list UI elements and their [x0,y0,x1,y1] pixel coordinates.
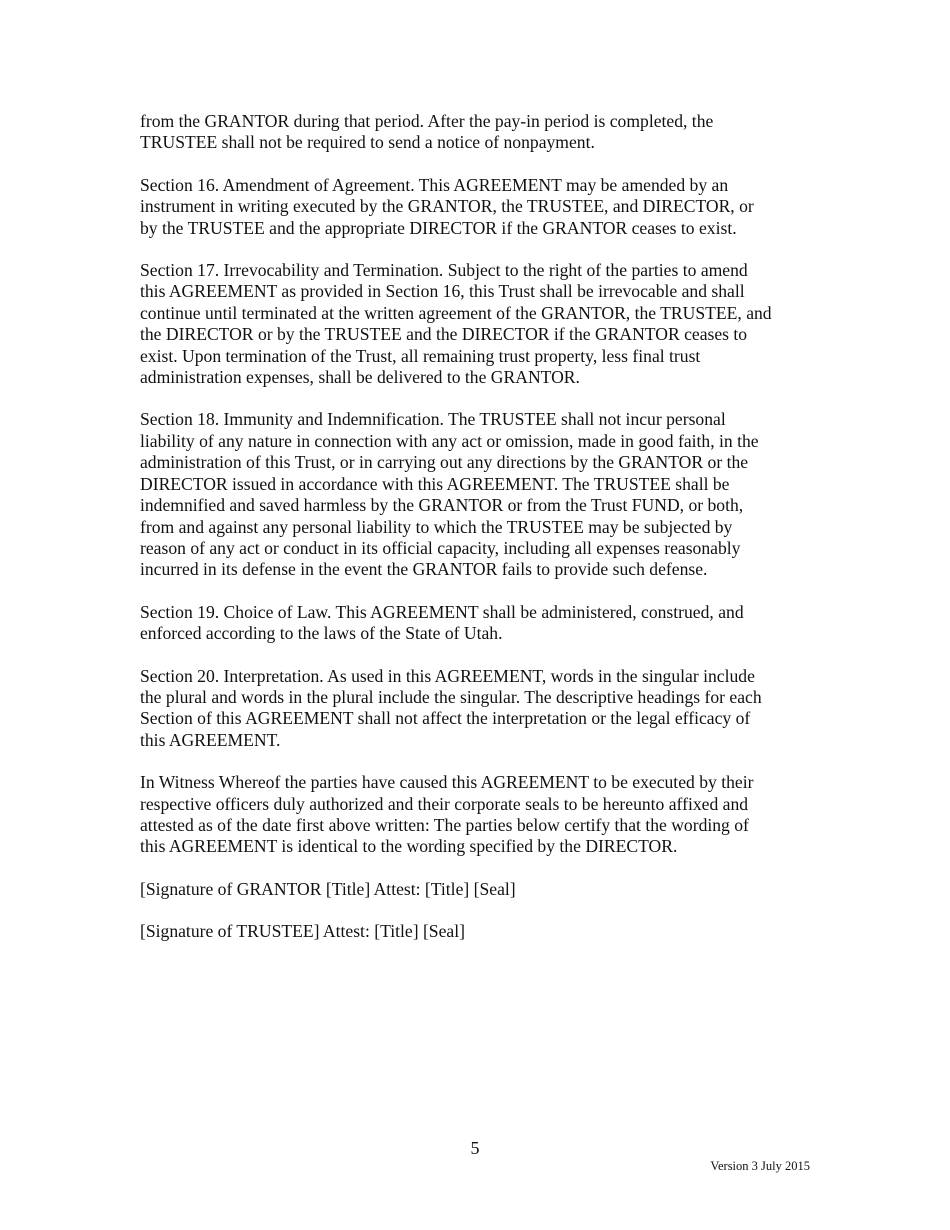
text-line: enforced according to the laws of the State of Utah. [140,623,503,644]
witness-paragraph [140,772,820,858]
text-line: [Signature of GRANTOR [Title] Attest: [Title] [Seal] [140,878,516,899]
text-line: the plural and words in the plural include the singular. The descriptive headings for each [140,686,762,707]
text-line: Section 16. Amendment of Agreement. This AGREEMENT may be amended by an [140,174,729,195]
text-line: attested as of the date first above written: The parties below certify that the wording of [140,814,749,835]
text-line: exist. Upon termination of the Trust, all remaining trust property, less final trust [140,345,701,366]
text-line: [Signature of TRUSTEE] Attest: [Title] [Seal] [140,921,465,942]
section-16-paragraph [140,175,820,239]
text-line: this AGREEMENT is identical to the wording specified by the DIRECTOR. [140,836,678,857]
text-line: this AGREEMENT. [140,729,281,750]
text-line: administration expenses, shall be delivered to the GRANTOR. [140,367,580,388]
section-18-paragraph [140,409,820,580]
text-line: this AGREEMENT as provided in Section 16, this Trust shall be irrevocable and shall [140,281,745,302]
text-line: Section 18. Immunity and Indemnification. The TRUSTEE shall not incur personal [140,409,726,430]
section-20-paragraph [140,666,820,752]
text-line: continue until terminated at the written agreement of the GRANTOR, the TRUSTEE, and [140,302,772,323]
text-line: indemnified and saved harmless by the GRANTOR or from the Trust FUND, or both, [140,495,744,516]
text-line: Section of this AGREEMENT shall not affect the interpretation or the legal efficacy of [140,708,751,729]
text-line: DIRECTOR issued in accordance with this AGREEMENT. The TRUSTEE shall be [140,473,730,494]
text-line: Section 17. Irrevocability and Termination. Subject to the right of the parties to amend [140,260,748,281]
grantor-signature-line [140,879,820,900]
text-line: Section 20. Interpretation. As used in this AGREEMENT, words in the singular include [140,665,755,686]
section-17-paragraph [140,260,820,388]
text-line: instrument in writing executed by the GRANTOR, the TRUSTEE, and DIRECTOR, or [140,196,754,217]
paragraph-continuation [140,111,820,154]
trustee-signature-line [140,921,820,942]
text-line: incurred in its defense in the event the GRANTOR fails to provide such defense. [140,559,708,580]
text-line: from the GRANTOR during that period. After the pay-in period is completed, the [140,111,714,131]
text-line: administration of this Trust, or in carrying out any directions by the GRANTOR or the [140,452,749,473]
version-label: Version 3 July 2015 [710,1159,810,1173]
text-line: reason of any act or conduct in its official capacity, including all expenses reasonably [140,537,741,558]
text-line: from and against any personal liability to which the TRUSTEE may be subjected by [140,516,733,537]
text-line: by the TRUSTEE and the appropriate DIRECTOR if the GRANTOR ceases to exist. [140,217,737,238]
text-line: respective officers duly authorized and their corporate seals to be hereunto affixed and [140,793,749,814]
text-line: liability of any nature in connection with any act or omission, made in good faith, in the [140,430,759,451]
text-line: In Witness Whereof the parties have caused this AGREEMENT to be executed by their [140,772,754,793]
text-line: Section 19. Choice of Law. This AGREEMENT shall be administered, construed, and [140,601,744,622]
page-number: 5 [470,1138,480,1158]
text-line: the DIRECTOR or by the TRUSTEE and the DIRECTOR if the GRANTOR ceases to [140,324,748,345]
document-body [140,111,820,964]
text-line: TRUSTEE shall not be required to send a notice of nonpayment. [140,132,595,153]
section-19-paragraph [140,602,820,645]
